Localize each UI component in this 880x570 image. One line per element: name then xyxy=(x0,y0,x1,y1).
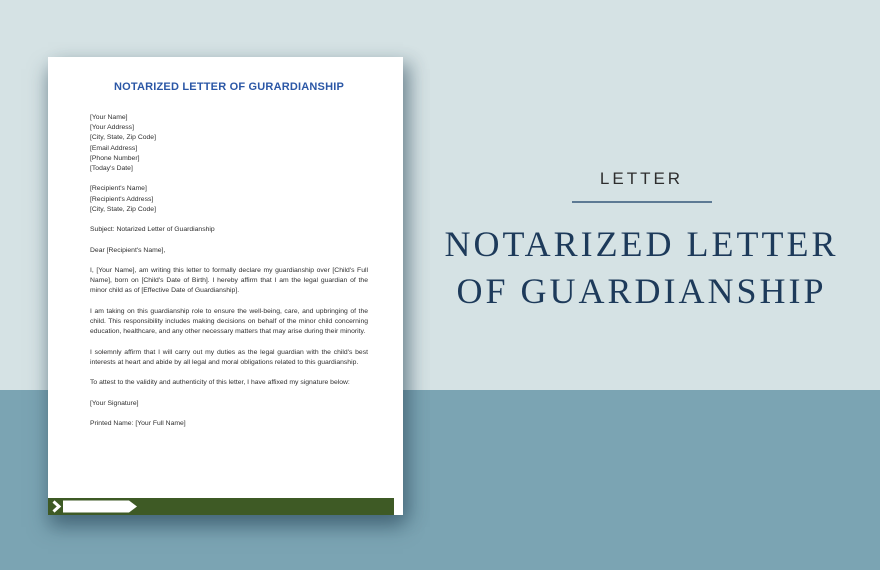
side-title-line1: NOTARIZED LETTER xyxy=(444,224,839,264)
sender-address-block xyxy=(90,113,368,174)
side-title-line2: OF GUARDIANSHIP xyxy=(456,271,827,311)
recipient-line: [City, State, Zip Code] xyxy=(90,205,156,213)
document-preview xyxy=(48,57,403,515)
sender-line: [Your Name] xyxy=(90,114,128,121)
body-paragraph: To attest to the validity and authenticity of this letter, I have affixed my signature below: xyxy=(90,379,350,387)
sender-line: [Phone Number] xyxy=(90,154,140,162)
sender-line: [Today's Date] xyxy=(90,165,133,173)
signature-placeholder: [Your Signature] xyxy=(90,399,139,407)
body-paragraph: I am taking on this guardianship role to ensure the well-being, care, and upbringing of the child. This responsibility includes making decisions on behalf of the minor child concerning education, healthcare, and any other necessary matters that may arise during their minority. xyxy=(90,307,368,336)
ribbon-arrow-icon xyxy=(52,500,138,513)
recipient-line: [Recipient's Name] xyxy=(90,185,147,193)
divider-line xyxy=(572,201,712,203)
salutation-line: Dear [Recipient's Name], xyxy=(90,246,166,254)
document-content xyxy=(90,81,368,439)
subject-line: Subject: Notarized Letter of Guardianship xyxy=(90,226,215,234)
recipient-line: [Recipient's Address] xyxy=(90,195,154,203)
document-title: NOTARIZED LETTER OF GURARDIANSHIP xyxy=(113,81,345,93)
recipient-address-block xyxy=(90,184,368,215)
sender-line: [City, State, Zip Code] xyxy=(90,134,156,142)
printed-name-line: Printed Name: [Your Full Name] xyxy=(90,419,186,427)
sender-line: [Email Address] xyxy=(90,144,138,152)
sender-line: [Your Address] xyxy=(90,124,134,132)
body-paragraph: I solemnly affirm that I will carry out my duties as the legal guardian with the child's best interests at heart and abide by all legal and moral obligations related to this guardianship. xyxy=(90,348,368,366)
side-title xyxy=(403,221,880,315)
document-footer-bar xyxy=(48,498,394,515)
category-label: LETTER xyxy=(599,169,684,188)
side-panel xyxy=(403,0,880,390)
body-paragraph: I, [Your Name], am writing this letter to formally declare my guardianship over [Child's Full Name], born on [Child's Date of Birth]. I hereby affirm that I am the legal guardian of the minor child as of [Effective Date of Guardianship]. xyxy=(90,266,368,295)
